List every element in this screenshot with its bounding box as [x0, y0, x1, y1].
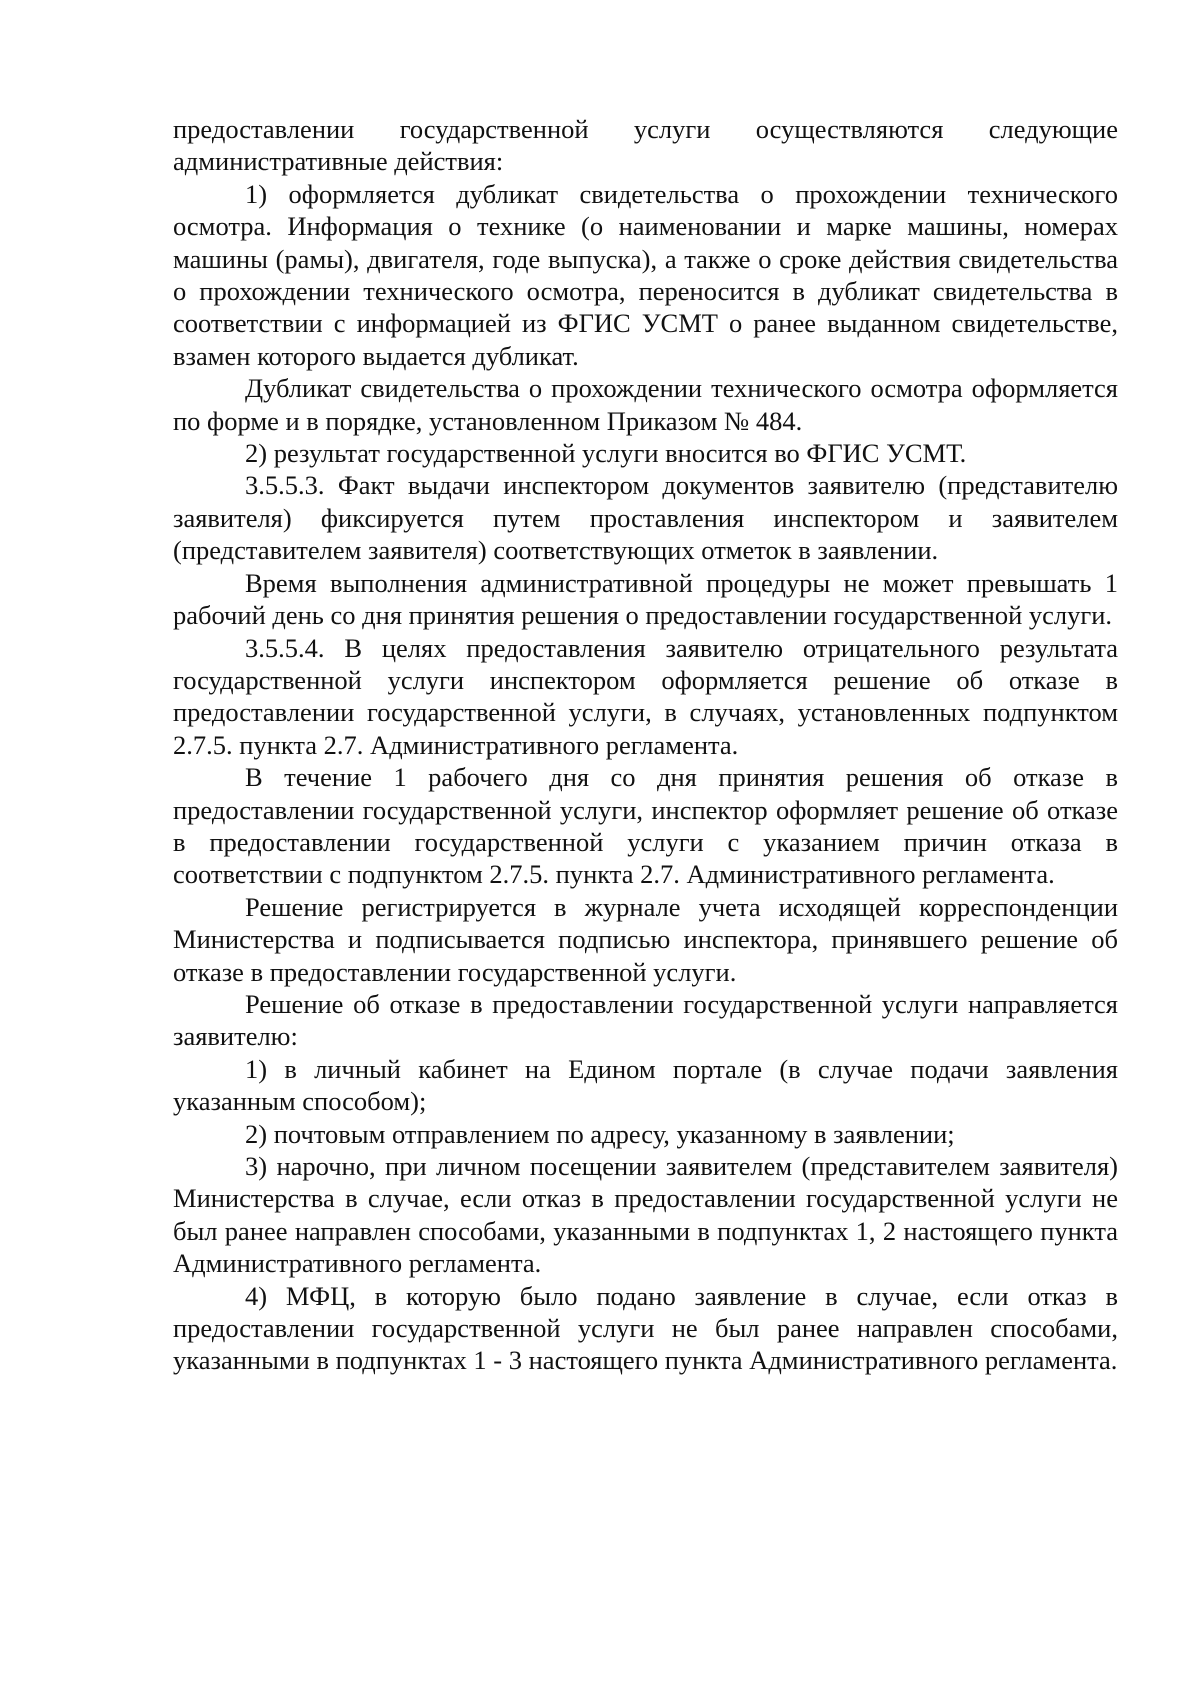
paragraph-decision-registration: Решение регистрируется в журнале учета исходящей корреспонденции Министерства и подписывается подписью инспектора, принявшего решение об отказе в предоставлении государственной услуги. [173, 891, 1118, 987]
document-page [173, 113, 1118, 1377]
list-item-personal-cabinet: 1) в личный кабинет на Едином портале (в случае подачи заявления указанным способом); [173, 1053, 1118, 1117]
paragraph-duplicate-form: Дубликат свидетельства о прохождении технического осмотра оформляется по форме и в порядке, установленном Приказом № 484. [173, 373, 1118, 436]
paragraph-3-5-5-3: 3.5.5.3. Факт выдачи инспектором документов заявителю (представителю заявителя) фиксируется путем проставления инспектором и заявителем (представителем заявителя) соответствующих отметок в заявлении. [173, 470, 1118, 566]
paragraph-procedure-time: Время выполнения административной процедуры не может превышать 1 рабочий день со дня принятия решения о предоставлении государственной услуги. [173, 567, 1118, 631]
paragraph-continuation: предоставлении государственной услуги осуществляются следующие административные действия: [173, 114, 1118, 177]
list-item-in-person: 3) нарочно, при личном посещении заявителем (представителем заявителя) Министерства в случае, если отказ в предоставлении государственной услуги не был ранее направлен способами, указанными в подпунктах 1, 2 настоящего пункта Административного регламента. [173, 1151, 1118, 1279]
paragraph-refusal-term: В течение 1 рабочего дня со дня принятия решения об отказе в предоставлении государственной услуги, инспектор оформляет решение об отказе в предоставлении государственной услуги с указанием причин отказа в соответствии с подпунктом 2.7.5. пункта 2.7. Административного регламента. [173, 762, 1118, 890]
paragraph-3-5-5-4: 3.5.5.4. В целях предоставления заявителю отрицательного результата государственной услуги инспектором оформляется решение об отказе в предоставлении государственной услуги, в случаях, установленных подпунктом 2.7.5. пункта 2.7. Административного регламента. [173, 632, 1118, 760]
paragraph-item-2-result: 2) результат государственной услуги вносится во ФГИС УСМТ. [245, 438, 967, 469]
list-item-mfc: 4) МФЦ, в которую было подано заявление в случае, если отказ в предоставлении государственной услуги не был ранее направлен способами, указанными в подпунктах 1 - 3 настоящего пункта Административного регламента. [173, 1280, 1118, 1376]
list-item-postal-mail: 2) почтовым отправлением по адресу, указанному в заявлении; [245, 1118, 955, 1149]
paragraph-item-1-duplicate: 1) оформляется дубликат свидетельства о прохождении технического осмотра. Информация о технике (о наименовании и марке машины, номерах машины (рамы), двигателя, годе выпуска), а также о сроке действия свидетельства о прохождении технического осмотра, переносится в дубликат свидетельства в соответствии с информацией из ФГИС УСМТ о ранее выданном свидетельстве, взамен которого выдается дубликат. [173, 178, 1118, 371]
paragraph-decision-sent: Решение об отказе в предоставлении государственной услуги направляется заявителю: [173, 988, 1118, 1052]
